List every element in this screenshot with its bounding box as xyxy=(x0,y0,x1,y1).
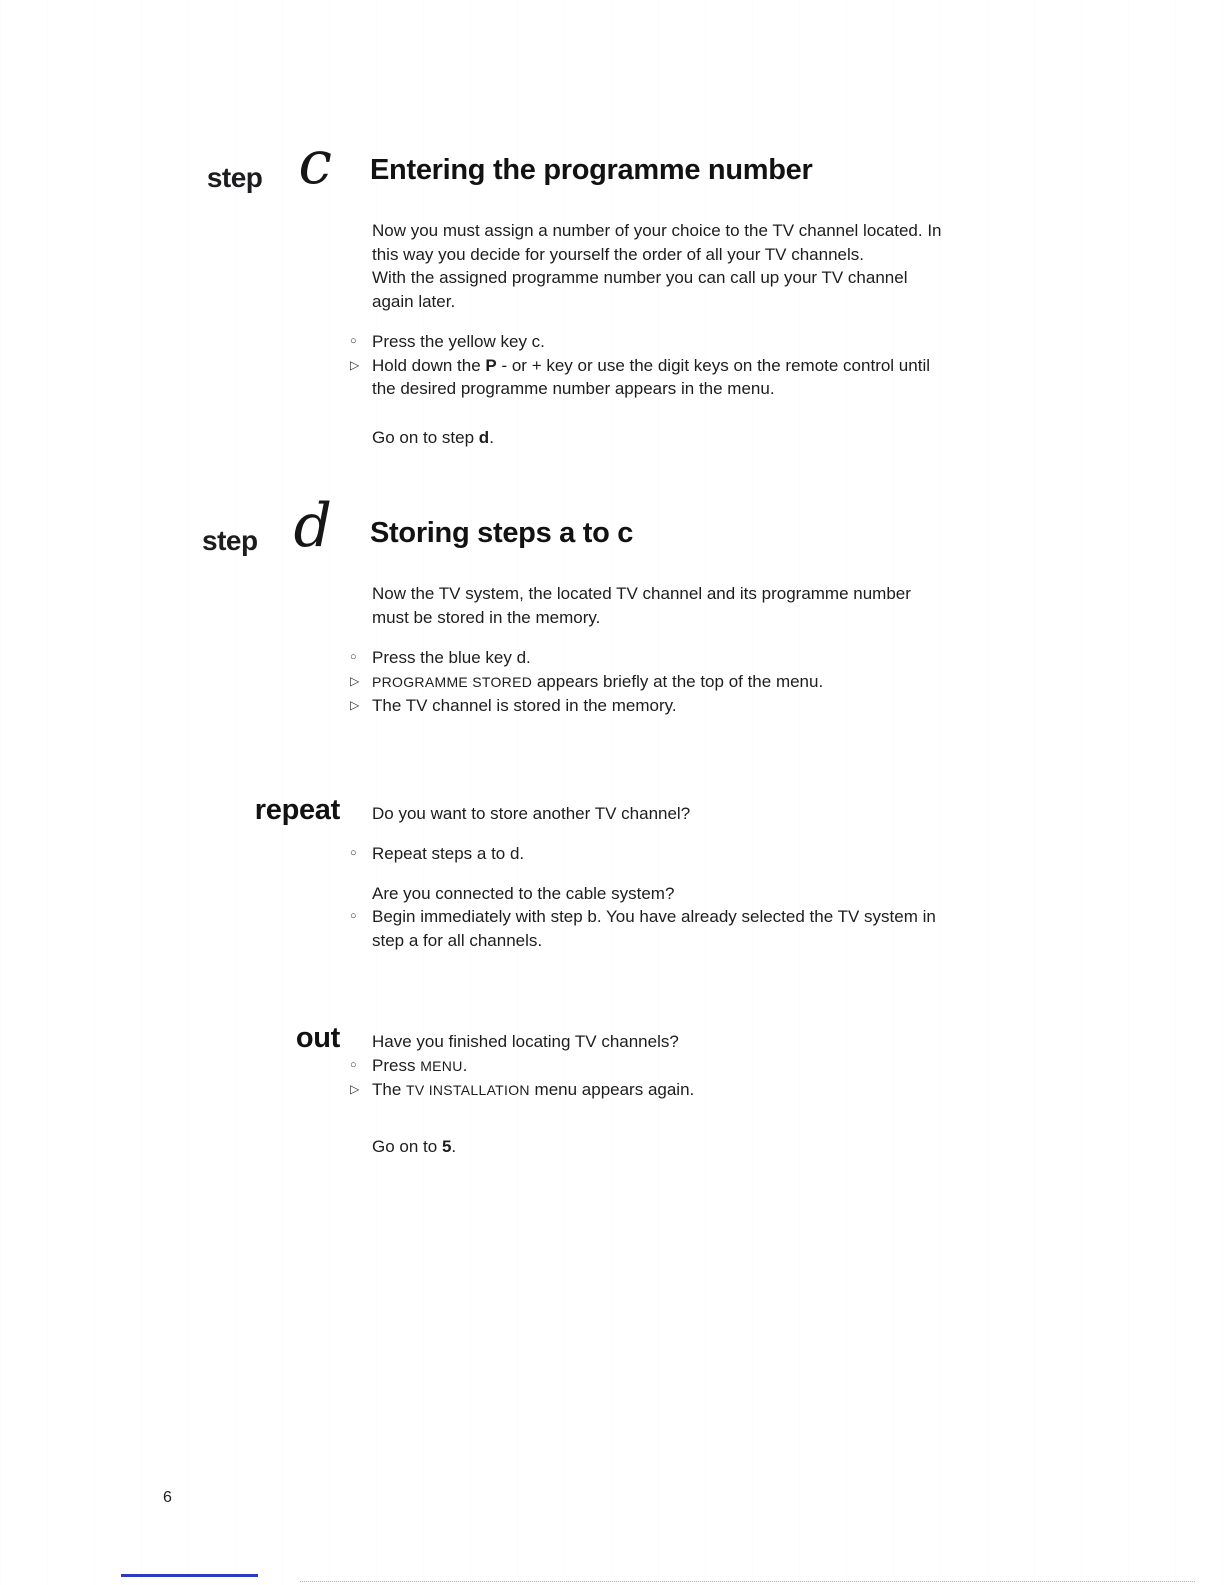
result-item xyxy=(350,1078,942,1103)
action-item xyxy=(350,646,942,670)
action-text: Repeat steps a to d. xyxy=(372,844,525,863)
out-label: out xyxy=(295,1022,340,1054)
step-c-glyph: c xyxy=(298,128,332,198)
action-item xyxy=(350,905,942,952)
repeat-bullets xyxy=(350,842,942,866)
question-text: Are you connected to the cable system? xyxy=(372,883,675,903)
footer-blue-line xyxy=(121,1574,258,1577)
triangle-bullet-icon: ▷ xyxy=(350,673,360,688)
step-d-glyph: d xyxy=(293,491,332,561)
action-text: Press the yellow key c. xyxy=(372,332,545,351)
repeat-label: repeat xyxy=(254,793,340,826)
bold-segment: d xyxy=(478,427,490,447)
step-d-gutter xyxy=(0,491,350,561)
bold-segment: 5 xyxy=(441,1136,452,1156)
smallcaps-segment: TV INSTALLATION xyxy=(406,1082,530,1098)
text-segment: . xyxy=(462,1055,468,1075)
circle-bullet-icon: ○ xyxy=(350,1058,357,1071)
action-item xyxy=(350,1054,942,1079)
triangle-bullet-icon: ▷ xyxy=(350,357,360,372)
step-c-heading-wrap xyxy=(350,146,942,186)
question-text: Have you finished locating TV channels? xyxy=(372,1032,679,1051)
text-segment: menu appears again. xyxy=(529,1080,695,1099)
smallcaps-segment: PROGRAMME STORED xyxy=(372,673,533,690)
paragraph: Now you must assign a number of your choice to the TV channel located. In this way you decide for yourself the order of all your TV channels. xyxy=(372,221,942,264)
go-on-note xyxy=(372,426,942,450)
section-step-d-header xyxy=(0,491,1225,561)
bold-segment: P xyxy=(485,355,497,375)
result-item xyxy=(350,694,942,718)
step-d-label: step xyxy=(202,525,258,556)
go-on-note xyxy=(372,1135,942,1159)
paragraph: With the assigned programme number you can call up your TV channel again later. xyxy=(372,268,908,311)
circle-bullet-icon: ○ xyxy=(350,651,357,663)
text-segment: . xyxy=(489,427,494,447)
result-text: The TV channel is stored in the memory. xyxy=(372,696,677,715)
question-text: Do you want to store another TV channel? xyxy=(372,803,691,823)
text-segment: Press xyxy=(372,1055,421,1075)
step-d-heading: Storing steps a to c xyxy=(370,517,634,549)
circle-bullet-icon: ○ xyxy=(350,335,357,347)
text-segment: Go on to step xyxy=(372,427,479,447)
repeat-gutter xyxy=(0,794,350,827)
section-step-d-body xyxy=(0,582,1225,718)
action-text: Press the blue key d. xyxy=(372,648,531,667)
result-item xyxy=(350,354,942,401)
circle-bullet-icon: ○ xyxy=(350,910,357,922)
action-item xyxy=(350,330,942,354)
step-c-bullets xyxy=(350,330,942,401)
action-text: Begin immediately with step b. You have already selected the TV system in step a for all channels. xyxy=(372,907,936,950)
text-segment: appears briefly at the top of the menu. xyxy=(532,671,824,691)
out-gutter xyxy=(0,1022,350,1055)
text-segment: Hold down the xyxy=(372,355,486,375)
text-segment: . xyxy=(451,1136,457,1156)
step-c-gutter xyxy=(0,128,350,198)
action-text xyxy=(372,1054,942,1079)
text-segment: Go on to xyxy=(372,1136,442,1156)
paragraph: Now the TV system, the located TV channel and its programme number must be stored in the memory. xyxy=(372,584,911,627)
text-segment: The xyxy=(372,1080,407,1099)
circle-bullet-icon: ○ xyxy=(350,847,357,859)
step-c-label: step xyxy=(206,162,263,193)
section-out xyxy=(0,1022,1225,1158)
page-number: 6 xyxy=(163,1489,172,1506)
step-d-bullets xyxy=(350,646,942,718)
section-step-c-header xyxy=(0,128,1225,198)
step-c-heading: Entering the programme number xyxy=(370,154,813,186)
triangle-bullet-icon: ▷ xyxy=(350,1082,360,1096)
result-text xyxy=(372,670,942,695)
text-segment: - or + key or use the digit keys on the remote control until the desired programme number appears in the menu. xyxy=(372,355,930,398)
smallcaps-segment: MENU xyxy=(420,1057,463,1074)
triangle-bullet-icon: ▷ xyxy=(350,698,360,712)
scan-artifact-line xyxy=(300,1581,1195,1582)
result-text xyxy=(372,354,942,401)
result-text xyxy=(372,1078,942,1103)
action-item xyxy=(350,842,942,866)
result-item xyxy=(350,670,942,695)
section-step-c-body xyxy=(0,219,1225,449)
step-d-heading-wrap xyxy=(350,509,942,549)
section-repeat xyxy=(0,794,1225,953)
